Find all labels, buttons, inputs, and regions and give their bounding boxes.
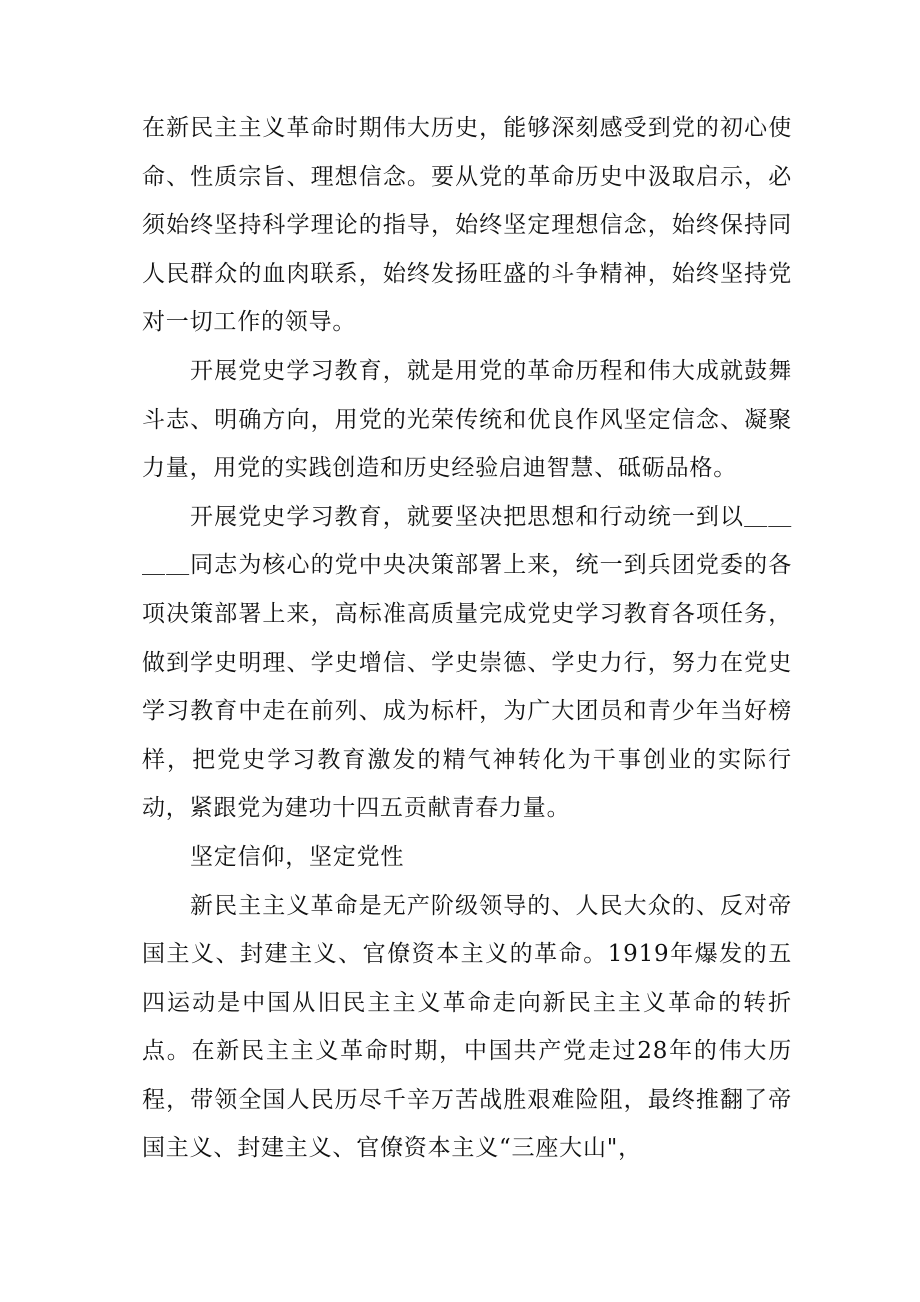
paragraph-continuation: 在新民主主义革命时期伟大历史，能够深刻感受到党的初心使命、性质宗旨、理想信念。要从党的革命历史中汲取启示，必须始终坚持科学理论的指导，始终坚定理想信念，始终保持同人民群众的血肉联系，始终发扬旺盛的斗争精神，始终坚持党对一切工作的领导。 — [142, 115, 792, 336]
section-heading: 坚定信仰，坚定党性 — [190, 843, 405, 870]
paragraph-party-history-education: 开展党史学习教育，就是用党的革命历程和伟大成就鼓舞斗志、明确方向，用党的光荣传统和优良作风坚定信念、凝聚力量，用党的实践创造和历史经验启迪智慧、砥砺品格。 — [142, 357, 792, 482]
document-body — [142, 104, 792, 1173]
paragraph-new-democratic-revolution: 新民主主义革命是无产阶级领导的、人民大众的、反对帝国主义、封建主义、官僚资本主义的革命。1919年爆发的五四运动是中国从旧民主主义革命走向新民主主义革命的转折点。在新民主主义革命时期，中国共产党走过28年的伟大历程，带领全国人民历尽千辛万苦战胜艰难险阻，最终推翻了帝国主义、封建主义、官僚资本主义“三座大山"， — [142, 892, 792, 1162]
paragraph-unify-thought-action: 开展党史学习教育，就要坚决把思想和行动统一到以＿＿＿＿同志为核心的党中央决策部署上来，统一到兵团党委的各项决策部署上来，高标准高质量完成党史学习教育各项任务，做到学史明理、学史增信、学史崇德、学史力行，努力在党史学习教育中走在前列、成为标杆，为广大团员和青少年当好榜样，把党史学习教育激发的精气神转化为干事创业的实际行动，紧跟党为建功十四五贡献青春力量。 — [142, 503, 792, 822]
